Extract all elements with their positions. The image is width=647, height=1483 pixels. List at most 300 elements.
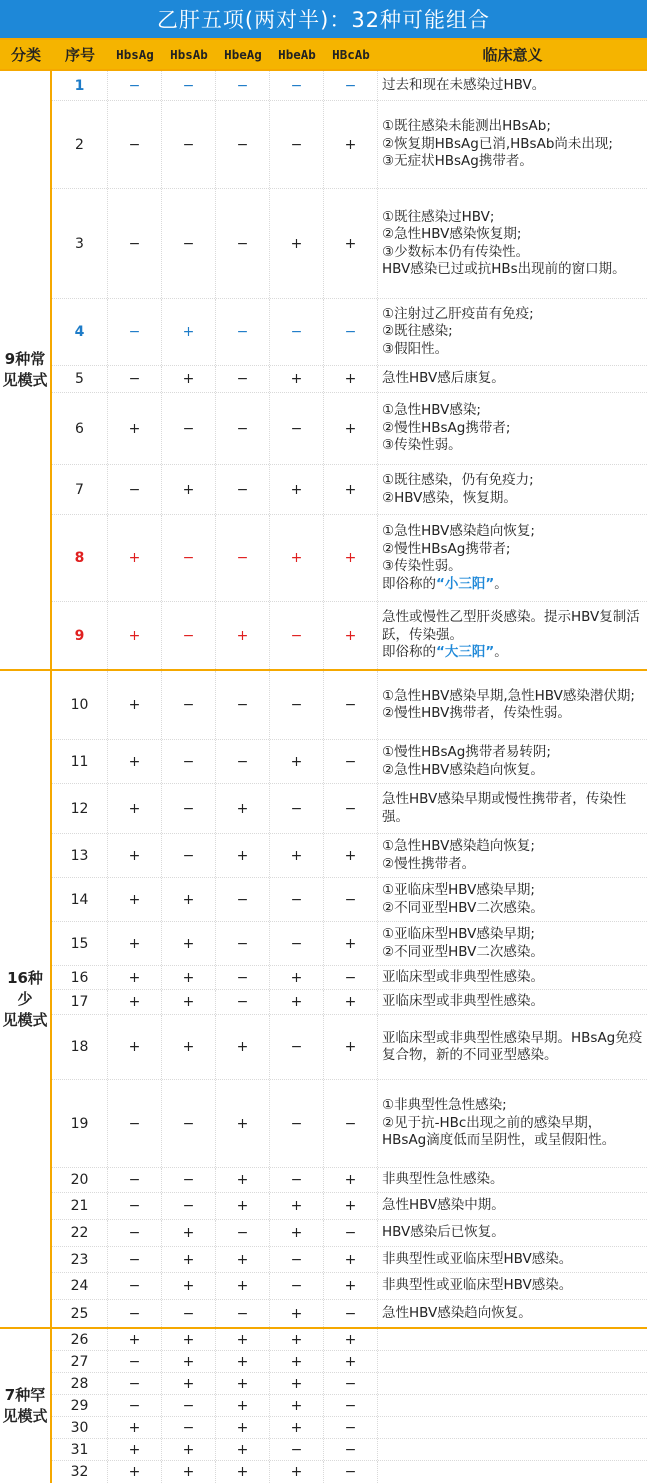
marker-value: + — [324, 1168, 378, 1192]
marker-value: + — [324, 1193, 378, 1219]
meaning-text — [382, 688, 635, 723]
marker-value: + — [108, 515, 162, 601]
marker-value: − — [324, 71, 378, 100]
table-row — [52, 1080, 647, 1168]
marker-value: − — [108, 101, 162, 188]
meaning-text — [382, 609, 643, 662]
meaning-segment: 亚临床型或非典型性感染。 — [382, 968, 544, 985]
marker-value: + — [324, 990, 378, 1014]
row-number: 23 — [52, 1247, 108, 1272]
table-row — [52, 1247, 647, 1273]
marker-value: − — [216, 740, 270, 783]
marker-value: − — [216, 515, 270, 601]
marker-value: − — [108, 1220, 162, 1246]
marker-value: − — [216, 990, 270, 1014]
meaning-text — [382, 1197, 505, 1215]
marker-value: − — [270, 878, 324, 921]
meaning-segment: ①既往感染，仍有免疫力; ②HBV感染，恢复期。 — [382, 472, 534, 506]
row-number: 7 — [52, 465, 108, 514]
marker-value: − — [108, 1273, 162, 1299]
marker-value: − — [324, 1373, 378, 1394]
meaning-text — [382, 1251, 572, 1269]
marker-value: + — [324, 1247, 378, 1272]
marker-value: − — [162, 1395, 216, 1416]
header-clinical-meaning: 临床意义 — [482, 46, 543, 64]
marker-value: − — [324, 1080, 378, 1167]
clinical-meaning — [378, 671, 647, 739]
marker-value: − — [162, 1168, 216, 1192]
clinical-meaning — [378, 740, 647, 783]
meaning-text — [382, 969, 544, 987]
marker-value: − — [270, 101, 324, 188]
meaning-segment: ①慢性HBsAg携带者易转阴; ②急性HBV感染趋向恢复。 — [382, 744, 551, 778]
table-row — [52, 671, 647, 740]
meaning-segment: ①既往感染未能测出HBsAb; ②恢复期HBsAg已消,HBsAb尚未出现; ③无症状HBsAg携带者。 — [382, 118, 613, 170]
marker-value: − — [324, 1417, 378, 1438]
clinical-meaning — [378, 465, 647, 514]
meaning-segment: “小三阳” — [436, 575, 495, 592]
marker-value: + — [162, 990, 216, 1014]
group-label: 7种罕 见模式 — [0, 1329, 52, 1483]
marker-value: − — [270, 671, 324, 739]
header-hbcab: HBcAb — [332, 47, 370, 62]
marker-value: − — [216, 966, 270, 989]
table-row — [52, 71, 647, 101]
marker-value: − — [108, 71, 162, 100]
row-number: 28 — [52, 1373, 108, 1394]
meaning-segment: 非典型性急性感染。 — [382, 1171, 504, 1188]
marker-value: − — [270, 1015, 324, 1079]
table-row — [52, 366, 647, 393]
marker-value: + — [108, 393, 162, 464]
marker-value: + — [108, 1417, 162, 1438]
clinical-meaning — [378, 71, 647, 100]
marker-value: + — [270, 1351, 324, 1372]
marker-value: − — [162, 784, 216, 833]
marker-value: + — [324, 189, 378, 298]
clinical-meaning — [378, 878, 647, 921]
meaning-segment: 过去和现在未感染过HBV。 — [382, 76, 546, 93]
header-hbsag: HbsAg — [116, 47, 154, 62]
group-rows — [52, 71, 647, 669]
marker-value: + — [270, 465, 324, 514]
meaning-segment: 亚临床型或非典型性感染早期。HBsAg免疫复合物，新的不同亚型感染。 — [382, 1029, 643, 1063]
marker-value: + — [216, 1080, 270, 1167]
marker-value: + — [270, 1373, 324, 1394]
marker-value: + — [216, 1439, 270, 1460]
row-number: 31 — [52, 1439, 108, 1460]
marker-value: − — [324, 1461, 378, 1483]
meaning-segment: ①亚临床型HBV感染早期; ②不同亚型HBV二次感染。 — [382, 926, 544, 960]
marker-value: − — [108, 1351, 162, 1372]
marker-value: + — [108, 784, 162, 833]
marker-value: + — [324, 922, 378, 965]
table-row — [52, 299, 647, 366]
meaning-segment: ①注射过乙肝疫苗有免疫; ②既往感染; ③假阳性。 — [382, 305, 534, 357]
marker-value: − — [324, 1439, 378, 1460]
marker-value: + — [108, 1439, 162, 1460]
clinical-meaning — [378, 1220, 647, 1246]
clinical-meaning — [378, 1417, 647, 1438]
header-number: 序号 — [64, 46, 95, 64]
marker-value: − — [216, 101, 270, 188]
clinical-meaning — [378, 784, 647, 833]
marker-value: − — [162, 1193, 216, 1219]
marker-value: + — [216, 1193, 270, 1219]
meaning-segment: 非典型性或亚临床型HBV感染。 — [382, 1250, 573, 1267]
marker-value: − — [108, 299, 162, 365]
marker-value: − — [108, 1247, 162, 1272]
marker-value: − — [108, 1300, 162, 1327]
marker-value: + — [216, 1351, 270, 1372]
meaning-segment: ①非典型性急性感染; ②见于抗-HBc出现之前的感染早期，HBsAg滴度低而呈阴性，或呈假阳性。 — [382, 1097, 616, 1149]
row-number: 22 — [52, 1220, 108, 1246]
marker-value: + — [270, 834, 324, 877]
marker-value: + — [162, 922, 216, 965]
meaning-segment: 急性HBV感染早期或慢性携带者，传染性强。 — [382, 791, 627, 825]
clinical-meaning — [378, 1461, 647, 1483]
meaning-text — [382, 744, 551, 779]
meaning-segment: ①急性HBV感染早期,急性HBV感染潜伏期; ②慢性HBV携带者，传染性弱。 — [382, 687, 635, 721]
marker-value: − — [324, 740, 378, 783]
marker-value: + — [216, 1168, 270, 1192]
row-number: 27 — [52, 1351, 108, 1372]
group-2 — [0, 1329, 647, 1483]
page-title: 乙肝五项(两对半)：32种可能组合 — [0, 0, 647, 40]
row-number: 8 — [52, 515, 108, 601]
clinical-meaning — [378, 834, 647, 877]
table-row — [52, 740, 647, 784]
row-number: 32 — [52, 1461, 108, 1483]
meaning-segment: 。 — [494, 644, 508, 661]
meaning-text — [382, 1097, 643, 1150]
marker-value: − — [162, 71, 216, 100]
marker-value: + — [324, 1015, 378, 1079]
table-body — [0, 71, 647, 1483]
meaning-text — [382, 306, 534, 359]
marker-value: + — [324, 834, 378, 877]
marker-value: − — [162, 834, 216, 877]
table-row — [52, 1168, 647, 1193]
marker-value: + — [162, 366, 216, 392]
clinical-meaning — [378, 299, 647, 365]
meaning-segment: 。 — [494, 575, 508, 592]
marker-value: + — [108, 602, 162, 669]
marker-value: + — [108, 1015, 162, 1079]
marker-value: + — [216, 602, 270, 669]
marker-value: + — [216, 1329, 270, 1350]
row-number: 26 — [52, 1329, 108, 1350]
meaning-segment: 非典型性或亚临床型HBV感染。 — [382, 1277, 573, 1294]
marker-value: − — [270, 71, 324, 100]
marker-value: − — [216, 878, 270, 921]
marker-value: + — [270, 966, 324, 989]
marker-value: + — [270, 1300, 324, 1327]
group-label: 9种常 见模式 — [0, 71, 52, 669]
clinical-meaning — [378, 1439, 647, 1460]
marker-value: + — [216, 834, 270, 877]
meaning-segment: 急性HBV感染中期。 — [382, 1197, 505, 1214]
marker-value: − — [216, 922, 270, 965]
marker-value: − — [324, 671, 378, 739]
marker-value: + — [270, 1193, 324, 1219]
marker-value: − — [270, 1247, 324, 1272]
marker-value: − — [270, 1080, 324, 1167]
row-number: 4 — [52, 299, 108, 365]
clinical-meaning — [378, 1351, 647, 1372]
header-hbsab: HbsAb — [170, 47, 208, 62]
row-number: 6 — [52, 393, 108, 464]
table-row — [52, 1417, 647, 1439]
meaning-segment: ①既往感染过HBV; ②急性HBV感染恢复期; ③少数标本仍有传染性。 HBV感染已过或抗HBs出现前的窗口期。 — [382, 208, 626, 277]
marker-value: − — [162, 101, 216, 188]
marker-value: − — [324, 878, 378, 921]
row-number: 10 — [52, 671, 108, 739]
marker-value: + — [108, 966, 162, 989]
row-number: 15 — [52, 922, 108, 965]
marker-value: + — [162, 1247, 216, 1272]
clinical-meaning — [378, 1080, 647, 1167]
meaning-text — [382, 523, 535, 593]
clinical-meaning — [378, 1373, 647, 1394]
row-number: 17 — [52, 990, 108, 1014]
row-number: 20 — [52, 1168, 108, 1192]
marker-value: − — [270, 1439, 324, 1460]
marker-value: − — [108, 189, 162, 298]
marker-value: + — [108, 740, 162, 783]
row-number: 2 — [52, 101, 108, 188]
marker-value: − — [216, 1220, 270, 1246]
marker-value: + — [216, 1417, 270, 1438]
marker-value: − — [270, 393, 324, 464]
marker-value: + — [270, 1461, 324, 1483]
marker-value: − — [216, 671, 270, 739]
row-number: 29 — [52, 1395, 108, 1416]
marker-value: + — [108, 990, 162, 1014]
marker-value: + — [216, 1015, 270, 1079]
marker-value: − — [162, 1417, 216, 1438]
meaning-text — [382, 791, 643, 826]
marker-value: + — [162, 966, 216, 989]
group-1 — [0, 671, 647, 1329]
clinical-meaning — [378, 1329, 647, 1350]
table-row — [52, 922, 647, 966]
row-number: 3 — [52, 189, 108, 298]
marker-value: − — [108, 1193, 162, 1219]
marker-value: + — [324, 393, 378, 464]
marker-value: − — [162, 671, 216, 739]
row-number: 21 — [52, 1193, 108, 1219]
clinical-meaning — [378, 990, 647, 1014]
marker-value: − — [216, 71, 270, 100]
table-row — [52, 834, 647, 878]
marker-value: + — [108, 878, 162, 921]
marker-value: + — [162, 878, 216, 921]
marker-value: + — [324, 515, 378, 601]
marker-value: − — [270, 1168, 324, 1192]
meaning-segment: ①急性HBV感染趋向恢复; ②慢性HBsAg携带者; ③传染性弱。 即俗称的 — [382, 523, 535, 592]
marker-value: + — [108, 922, 162, 965]
clinical-meaning — [378, 1168, 647, 1192]
marker-value: + — [162, 1439, 216, 1460]
marker-value: + — [270, 1220, 324, 1246]
table-row — [52, 1373, 647, 1395]
marker-value: − — [108, 465, 162, 514]
marker-value: + — [270, 740, 324, 783]
marker-value: − — [108, 366, 162, 392]
header-hbeab: HbeAb — [278, 47, 316, 62]
table-row — [52, 515, 647, 602]
meaning-text — [382, 1305, 532, 1323]
clinical-meaning — [378, 1015, 647, 1079]
clinical-meaning — [378, 189, 647, 298]
table-row — [52, 101, 647, 189]
table-row — [52, 966, 647, 990]
marker-value: − — [270, 602, 324, 669]
table-row — [52, 878, 647, 922]
marker-value: − — [216, 299, 270, 365]
group-rows — [52, 1329, 647, 1483]
marker-value: + — [162, 1461, 216, 1483]
marker-value: − — [108, 1168, 162, 1192]
marker-value: + — [216, 784, 270, 833]
marker-value: − — [162, 189, 216, 298]
marker-value: − — [162, 393, 216, 464]
marker-value: − — [108, 1373, 162, 1394]
marker-value: − — [162, 602, 216, 669]
row-number: 18 — [52, 1015, 108, 1079]
row-number: 19 — [52, 1080, 108, 1167]
marker-value: + — [162, 299, 216, 365]
marker-value: − — [162, 515, 216, 601]
marker-value: − — [162, 740, 216, 783]
group-0 — [0, 71, 647, 671]
marker-value: + — [324, 602, 378, 669]
marker-value: + — [324, 101, 378, 188]
row-number: 5 — [52, 366, 108, 392]
marker-value: + — [270, 1329, 324, 1350]
marker-value: + — [216, 1247, 270, 1272]
row-number: 16 — [52, 966, 108, 989]
marker-value: − — [216, 1300, 270, 1327]
meaning-text — [382, 402, 510, 455]
table-row — [52, 1329, 647, 1351]
row-number: 14 — [52, 878, 108, 921]
table-row — [52, 602, 647, 669]
marker-value: − — [108, 1395, 162, 1416]
marker-value: + — [270, 1417, 324, 1438]
marker-value: − — [324, 299, 378, 365]
marker-value: + — [162, 1329, 216, 1350]
meaning-text — [382, 926, 544, 961]
table-row — [52, 784, 647, 834]
row-number: 30 — [52, 1417, 108, 1438]
marker-value: − — [324, 966, 378, 989]
clinical-meaning — [378, 101, 647, 188]
marker-value: + — [162, 1015, 216, 1079]
marker-value: + — [108, 1461, 162, 1483]
row-number: 9 — [52, 602, 108, 669]
header-category: 分类 — [10, 46, 41, 64]
meaning-segment: ①急性HBV感染趋向恢复; ②慢性携带者。 — [382, 838, 535, 872]
meaning-segment: HBV感染后已恢复。 — [382, 1224, 505, 1241]
marker-value: − — [270, 299, 324, 365]
meaning-text — [382, 993, 544, 1011]
meaning-text — [382, 838, 535, 873]
meaning-segment: 急性HBV感后康复。 — [382, 370, 505, 387]
marker-value: + — [162, 1373, 216, 1394]
row-number: 1 — [52, 71, 108, 100]
clinical-meaning — [378, 1193, 647, 1219]
meaning-segment: 亚临床型或非典型性感染。 — [382, 993, 544, 1010]
marker-value: + — [324, 465, 378, 514]
table-header — [0, 40, 647, 71]
meaning-text — [382, 1171, 504, 1189]
marker-value: + — [108, 1329, 162, 1350]
clinical-meaning — [378, 393, 647, 464]
row-number: 11 — [52, 740, 108, 783]
marker-value: − — [216, 393, 270, 464]
marker-value: + — [216, 1373, 270, 1394]
clinical-meaning — [378, 966, 647, 989]
marker-value: + — [270, 366, 324, 392]
marker-value: + — [324, 1329, 378, 1350]
table-row — [52, 465, 647, 515]
clinical-meaning — [378, 1273, 647, 1299]
meaning-text — [382, 882, 544, 917]
meaning-text — [382, 472, 534, 507]
marker-value: + — [270, 1395, 324, 1416]
table-row — [52, 1015, 647, 1080]
marker-value: − — [270, 1273, 324, 1299]
clinical-meaning — [378, 1395, 647, 1416]
clinical-meaning — [378, 922, 647, 965]
meaning-text — [382, 1277, 572, 1295]
header-hbeag: HbeAg — [224, 47, 262, 62]
marker-value: + — [216, 1395, 270, 1416]
table-row — [52, 1395, 647, 1417]
marker-value: − — [324, 1220, 378, 1246]
marker-value: − — [216, 366, 270, 392]
marker-value: − — [324, 1300, 378, 1327]
table-row — [52, 189, 647, 299]
marker-value: − — [270, 784, 324, 833]
marker-value: + — [216, 1273, 270, 1299]
meaning-text — [382, 209, 626, 279]
marker-value: + — [162, 1273, 216, 1299]
clinical-meaning — [378, 1247, 647, 1272]
table-row — [52, 1351, 647, 1373]
meaning-text — [382, 1224, 505, 1242]
table-row — [52, 990, 647, 1015]
table-row — [52, 1193, 647, 1220]
group-rows — [52, 671, 647, 1327]
marker-value: − — [270, 922, 324, 965]
marker-value: − — [216, 465, 270, 514]
group-label: 16种少 见模式 — [0, 671, 52, 1327]
marker-value: − — [108, 1080, 162, 1167]
table-row — [52, 1220, 647, 1247]
marker-value: − — [162, 1300, 216, 1327]
marker-value: − — [324, 1395, 378, 1416]
marker-value: + — [324, 1273, 378, 1299]
marker-value: + — [108, 834, 162, 877]
meaning-text — [382, 118, 613, 171]
meaning-segment: 急性或慢性乙型肝炎感染。提示HBV复制活跃，传染强。 即俗称的 — [382, 609, 640, 661]
marker-value: − — [216, 189, 270, 298]
row-number: 24 — [52, 1273, 108, 1299]
clinical-meaning — [378, 366, 647, 392]
